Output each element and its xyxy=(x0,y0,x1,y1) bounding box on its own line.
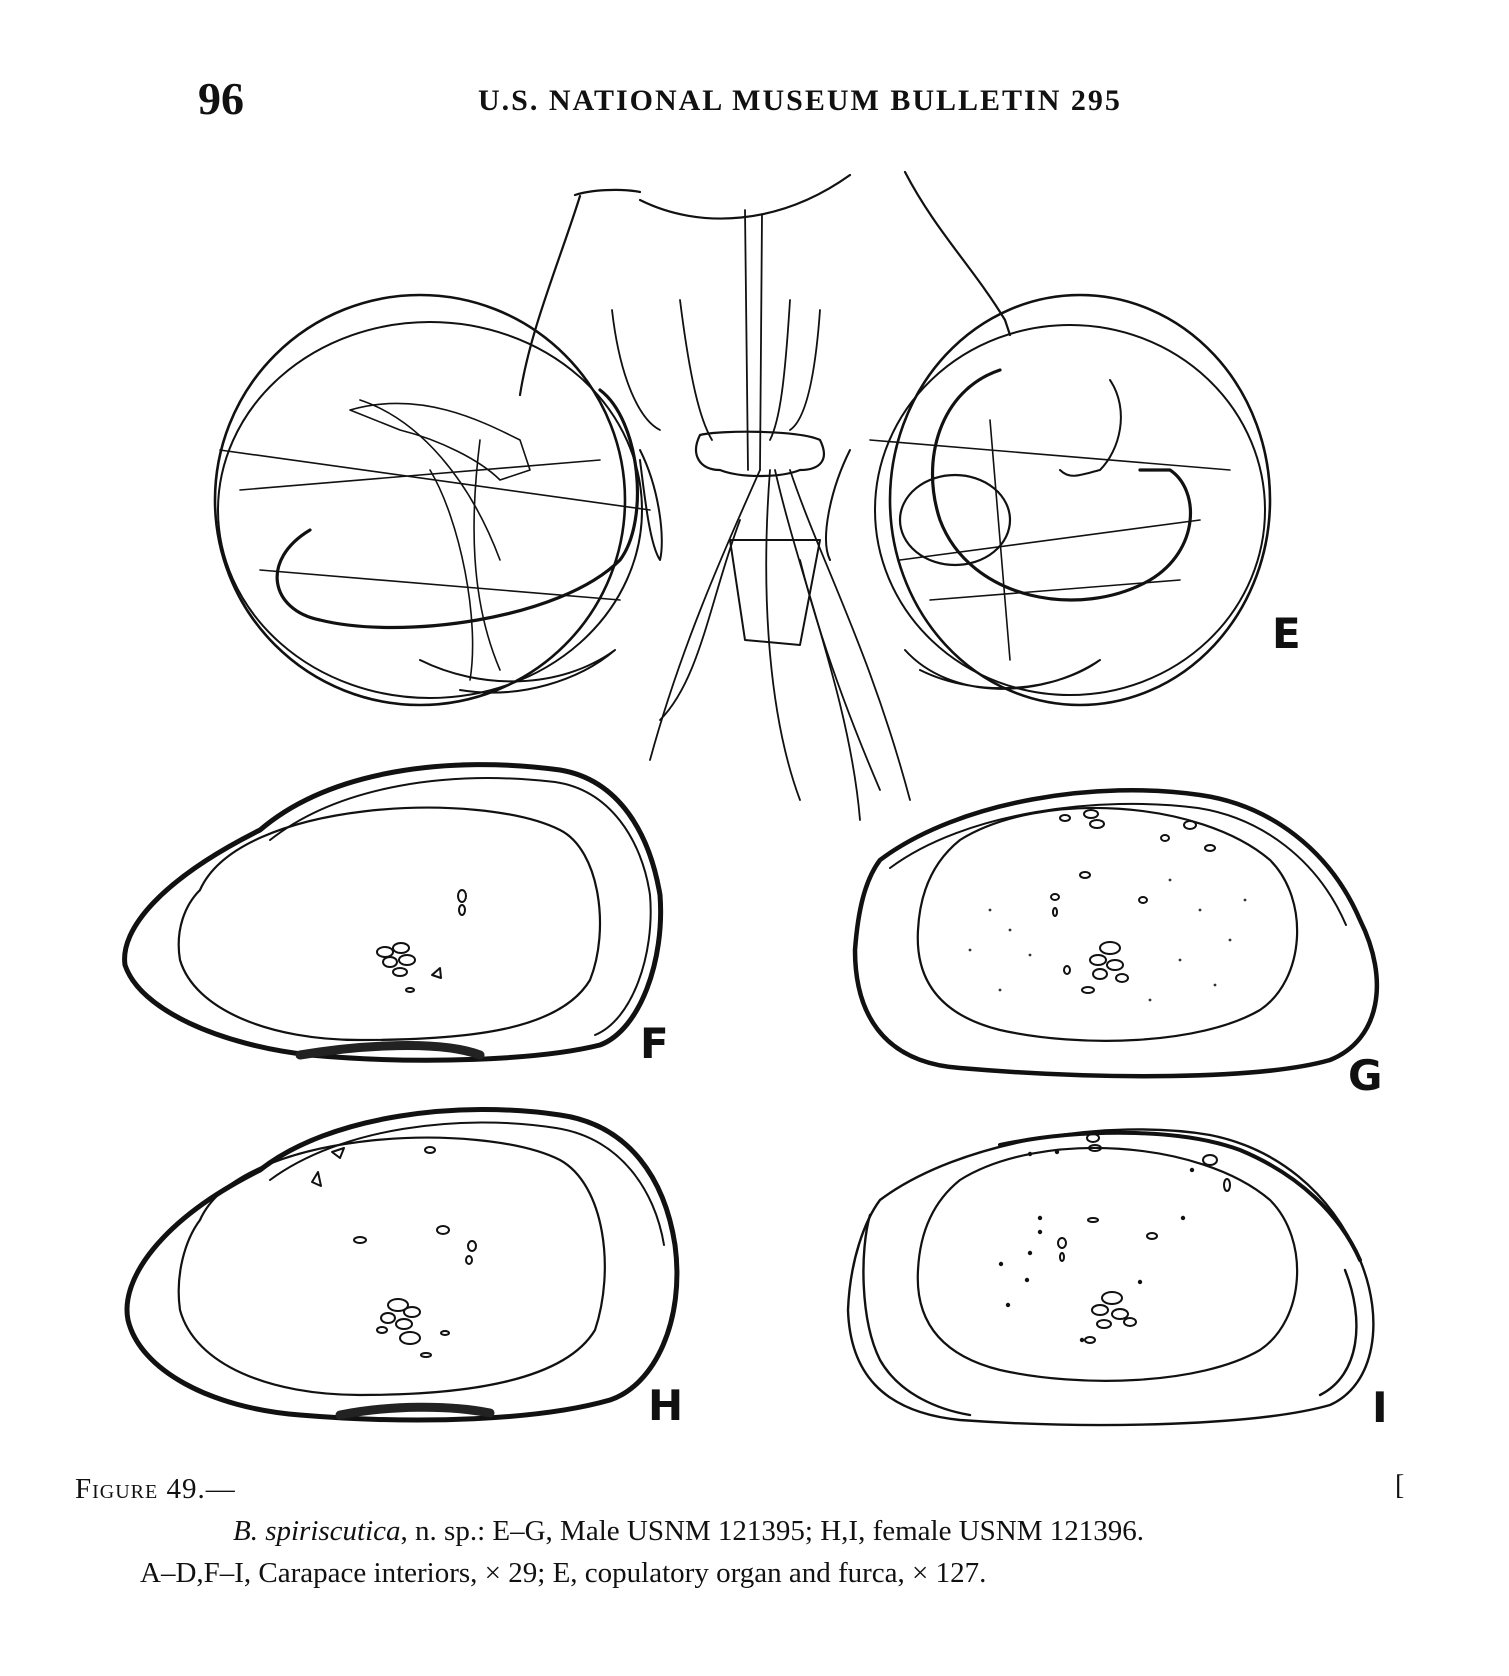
panel-h-drawing xyxy=(127,1110,677,1420)
figure-caption xyxy=(75,1468,1415,1594)
caption-line-3: A–D,F–I, Carapace interiors, × 29; E, copulatory organ and furca, × 127. xyxy=(140,1557,987,1589)
panel-label-f: F xyxy=(640,1019,669,1068)
caption-line-2: , n. sp.: E–G, Male USNM 121395; H,I, female USNM 121396. xyxy=(400,1515,1145,1547)
panel-label-h: H xyxy=(648,1381,684,1430)
panel-label-i: I xyxy=(1372,1383,1388,1432)
panel-f-drawing xyxy=(125,765,661,1061)
species-name: B. spiriscutica xyxy=(233,1515,401,1547)
panel-label-g: G xyxy=(1348,1051,1383,1100)
running-head: U.S. NATIONAL MUSEUM BULLETIN 295 xyxy=(478,84,1122,117)
figure-label: Figure 49.— xyxy=(75,1473,236,1505)
panel-e-drawing xyxy=(215,172,1270,820)
panel-label-e: E xyxy=(1272,609,1301,658)
panel-g-drawing xyxy=(855,790,1377,1076)
panel-i-drawing xyxy=(848,1129,1373,1425)
page-number: 96 xyxy=(198,73,244,124)
margin-mark: [ xyxy=(1395,1470,1405,1501)
